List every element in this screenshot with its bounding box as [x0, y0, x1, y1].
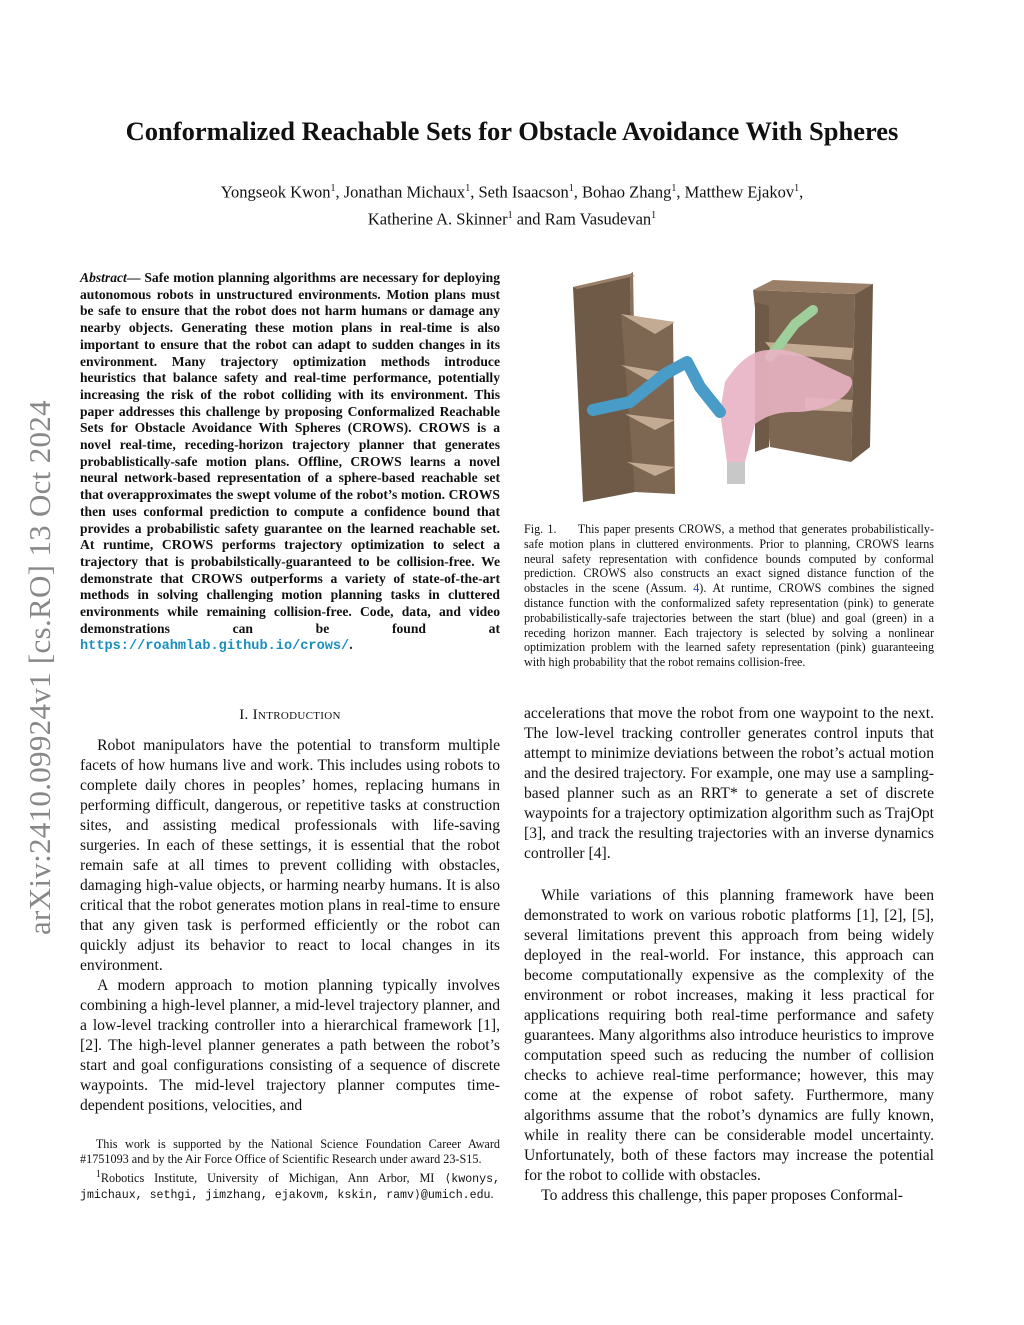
author-affiliation-mark: 1: [794, 183, 800, 194]
paragraph: To address this challenge, this paper proposes Conformal-: [541, 1187, 903, 1204]
abstract: [80, 270, 500, 656]
affiliation-mark: 1: [95, 1169, 101, 1180]
abstract-end: .: [349, 637, 353, 653]
paragraph: accelerations that move the robot from one waypoint to the next. The low-level tracking controller generates control inputs that attempt to minimize deviations between the robot’s actual motion and the desired trajectory. For example, one may use a sampling-based planner such as an RRT* to generate a set of discrete waypoints for a trajectory optimization algorithm such as TrajOpt [3], and track the resulting trajectories with an inverse dynamics controller [4].: [524, 705, 934, 862]
paper-title: Conformalized Reachable Sets for Obstacle Avoidance With Spheres: [125, 116, 899, 146]
footnote-end: .: [490, 1187, 494, 1202]
author-affiliation-mark: 1: [568, 183, 574, 194]
author-emails: ⟨kwonys, jmichaux, sethgi, jimzhang, ejakovm, kskin, ramv⟩@umich.edu: [80, 1173, 501, 1203]
paragraph: A modern approach to motion planning typically involves combining a high-level planner, a mid-level trajectory planner, and a low-level tracking controller into a hierarchical framework [1], [2]. The high-level planner generates a path between the robot’s start and goal configurations consisting of a sequence of discrete waypoints. The mid-level trajectory planner computes time-dependent positions, velocities, and: [80, 977, 500, 1114]
section-number: I.: [239, 707, 253, 723]
abstract-text: Safe motion planning algorithms are necessary for deploying autonomous robots in unstructured environments. Motion plans must be safe to ensure that the robot does not harm humans or damage any nearby objects. Generating these motion plans in real-time is also important to ensure that the robot can adapt to sudden changes in its environment. Many trajectory optimization methods introduce heuristics that balance safety and real-time performance, potentially increasing the risk of the robot colliding with its environment. This paper addresses this challenge by proposing Conformalized Reachable Sets for Obstacle Avoidance With Spheres (CROWS). CROWS is a novel real-time, receding-horizon trajectory planner that generates probablistically-safe motion plans. Offline, CROWS learns a novel neural network-based representation of a sphere-based reachable set that overapproximates the swept volume of the robot’s motion. CROWS then uses conformal prediction to compute a confidence bound that provides a probabilistic safety guarantee on the learned reachable set. At runtime, CROWS performs trajectory optimization to select a trajectory that is probabilstically-guaranteed to be collision-free. We demonstrate that CROWS outperforms a variety of state-of-the-art methods in solving challenging motion planning tasks in cluttered environments while remaining collision-free. Code, data, and video demonstrations can be found at: [80, 270, 501, 636]
author-affiliation-mark: 1: [507, 209, 513, 221]
right-column-body: [524, 704, 934, 1206]
footnotes: [80, 1137, 500, 1203]
author-name: Katherine A. Skinner: [367, 209, 508, 228]
abstract-dash: —: [126, 270, 145, 285]
author-name: Bohao Zhang: [581, 182, 672, 202]
author-affiliation-mark: 1: [671, 183, 677, 194]
caption-text: ). At runtime, CROWS combines the signed distance function with the conformalized safety representation (pink) to generate probabilistically-safe trajectories between the start (blue) and goal (green) in a receding horizon manner. Each trajectory is selected by solving a nonlinear optimization problem with the learned safety representation (pink) guaranteeing with high probability that the robot remains collision-free.: [524, 581, 934, 670]
arxiv-identifier[interactable]: arXiv:2410.09924v1 [cs.RO] 13 Oct 2024: [22, 400, 57, 935]
caption-label: Fig. 1.: [524, 522, 557, 536]
figure-1-robot-scene: [555, 262, 925, 512]
left-column-body: [80, 736, 500, 1116]
abstract-label: Abstract: [80, 270, 127, 285]
author-list: Yongseok Kwon$^1$, Jonathan Michaux$^1$, Seth Isaacson$^1$, Bohao Zhang$^1$, Matthew Ejakov$^1$, Katherine A. Skinner$^1$ and Ram Vasudevan$^1$: [220, 182, 804, 228]
author-name: Ram Vasudevan: [544, 209, 652, 228]
author-name: Jonathan Michaux: [343, 182, 466, 202]
author-name: Matthew Ejakov: [684, 182, 795, 202]
section-heading-introduction: [80, 707, 500, 724]
section-title: Introduction: [252, 707, 341, 723]
author-affiliation-mark: 1: [651, 209, 657, 221]
affiliation-footnote: [80, 1167, 500, 1203]
left-bookshelf: [573, 272, 675, 502]
figure-1-caption: [524, 522, 934, 670]
author-affiliation-mark: 1: [330, 183, 336, 194]
paragraph: While variations of this planning framework have been demonstrated to work on various robotic platforms [1], [2], [5], several limitations prevent this approach from being widely deployed in the real-world. For instance, this approach can become computationally expensive as the complexity of the environment or robot increases, making it less practical for applications requiring both real-time performance and safety guarantees. Many algorithms also introduce heuristics to improve computation speed such as reducing the number of collision checks to achieve real-time performance; however, this may come at the expense of robot safety. Furthermore, many algorithms assume that the robot’s dynamics are fully known, while in reality there can be considerable model uncertainty. Unfortunately, both of these factors may increase the potential for the robot to collide with obstacles.: [524, 887, 934, 1184]
paragraph: Robot manipulators have the potential to transform multiple facets of how humans live and work. This includes using robots to complete daily chores in peoples’ homes, replacing humans in performing difficult, dangerous, or repetitive tasks at construction sites, and assisting medical professionals with life-saving surgeries. In each of these settings, it is essential that the robot remain safe at all times to prevent colliding with obstacles, damaging high-value objects, or harming nearby humans. It is also critical that the robot generates motion plans in real-time to ensure that any given task is performed efficiently or the robot can quickly adjust its behavior to react to local changes in its environment.: [80, 737, 500, 974]
affiliation-text: Robotics Institute, University of Michigan, Ann Arbor, MI: [100, 1171, 435, 1186]
author-name: Seth Isaacson: [478, 182, 569, 202]
caption-text: This paper presents CROWS, a method that generates probabilistically-safe motion plans in cluttered environments. Prior to planning, CROWS learns neural safety representation with confidence bounds computed by conformal prediction. CROWS also constructs an exact signed distance function of the obstacles in the scene (Assum.: [524, 522, 934, 596]
author-affiliation-mark: 1: [465, 183, 471, 194]
author-name: Yongseok Kwon: [220, 182, 331, 202]
project-url-link[interactable]: https://roahmlab.github.io/crows/: [80, 639, 350, 655]
funding-footnote: This work is supported by the National Science Foundation Career Award #1751093 and by the Air Force Office of Scientific Research under award 23-S15.: [80, 1137, 500, 1166]
robot-base: [727, 462, 745, 484]
assumption-ref-link[interactable]: 4: [693, 581, 700, 596]
